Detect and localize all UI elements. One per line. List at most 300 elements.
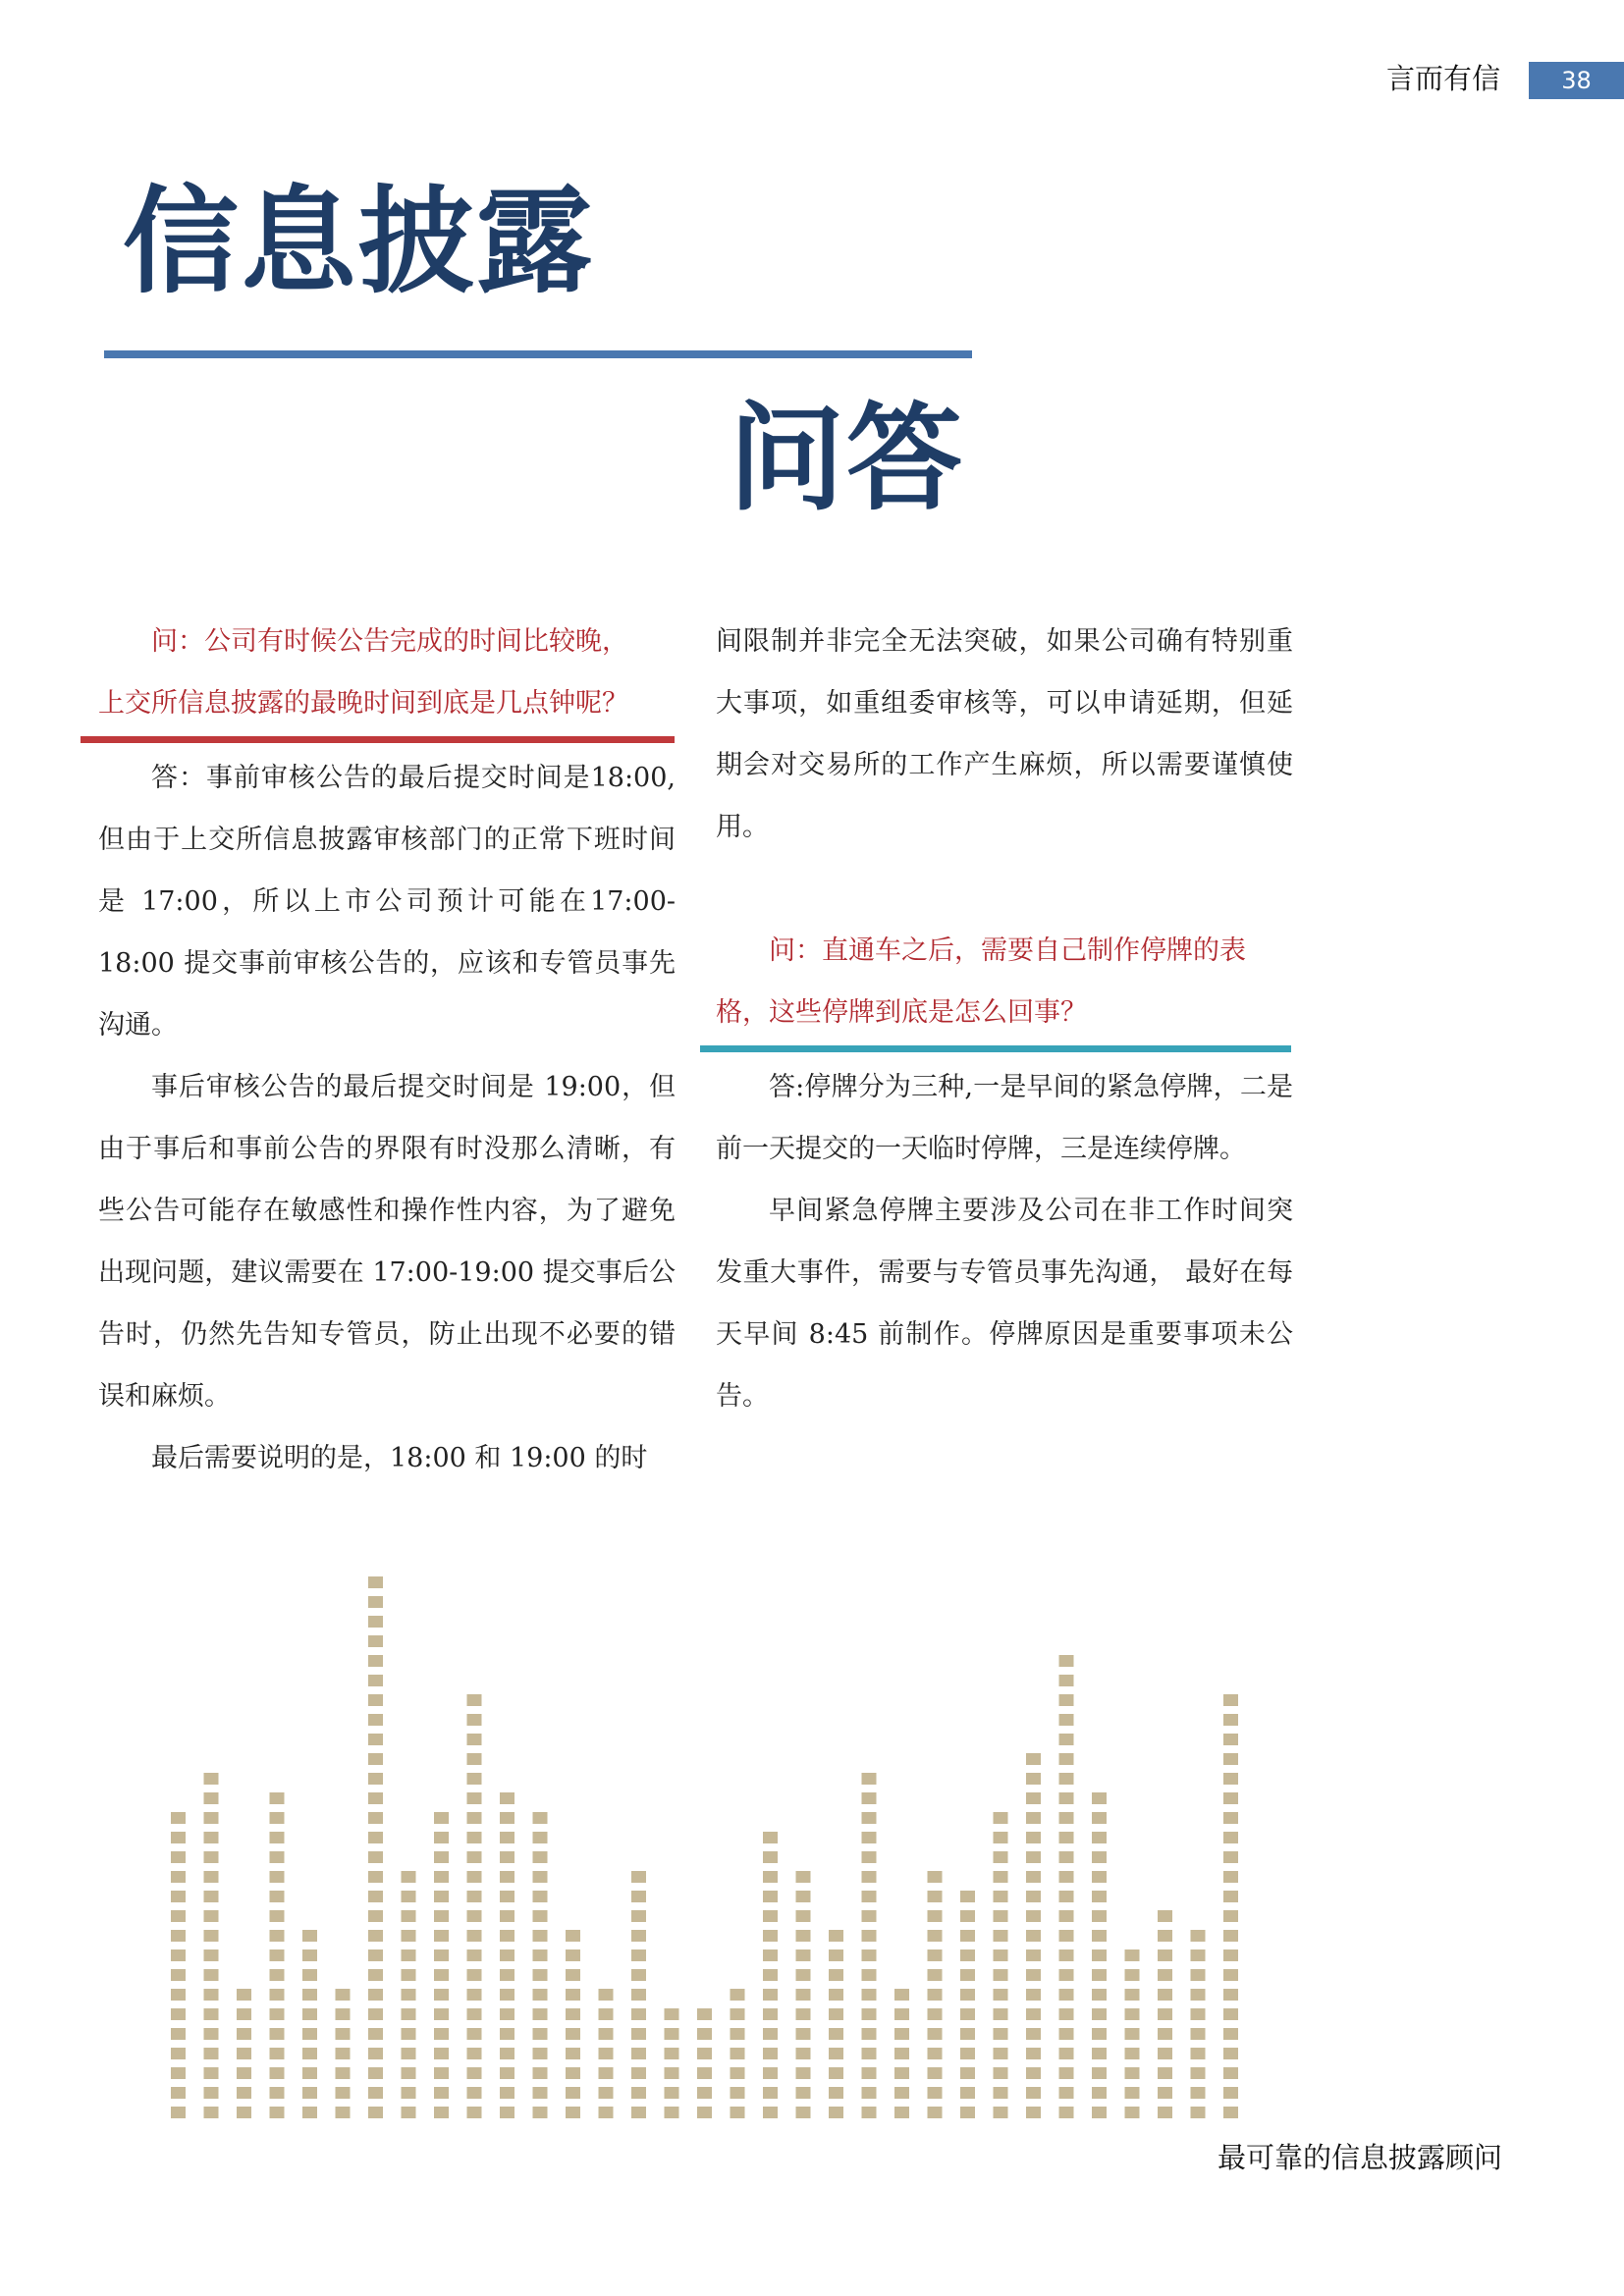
equalizer-block	[1026, 2067, 1041, 2079]
equalizer-block	[533, 1871, 548, 1883]
equalizer-block	[467, 2048, 482, 2059]
equalizer-block	[1059, 1734, 1074, 1745]
equalizer-block	[1223, 1930, 1238, 1942]
equalizer-block	[829, 2107, 843, 2118]
equalizer-block	[1158, 2087, 1172, 2099]
equalizer-block	[302, 1969, 317, 1981]
equalizer-block	[697, 2107, 712, 2118]
question-2-line-1: 问：直通车之后，需要自己制作停牌的表	[769, 935, 1246, 966]
equalizer-block	[533, 2028, 548, 2040]
equalizer-block	[1223, 2107, 1238, 2118]
equalizer-block	[862, 1891, 877, 1902]
equalizer-bar	[1158, 1910, 1172, 2118]
equalizer-block	[533, 2067, 548, 2079]
equalizer-block	[434, 1989, 449, 2001]
equalizer-block	[368, 1832, 383, 1843]
equalizer-block	[1125, 1969, 1140, 1981]
equalizer-block	[1223, 2008, 1238, 2020]
equalizer-block	[500, 1989, 514, 2001]
equalizer-block	[829, 1969, 843, 1981]
equalizer-block	[566, 1930, 580, 1942]
equalizer-bar	[302, 1930, 317, 2118]
equalizer-block	[204, 1871, 219, 1883]
equalizer-block	[566, 2087, 580, 2099]
equalizer-block	[928, 1910, 943, 1922]
equalizer-block	[960, 1930, 975, 1942]
equalizer-block	[665, 2087, 679, 2099]
equalizer-block	[763, 2048, 778, 2059]
equalizer-block	[368, 2067, 383, 2079]
equalizer-block	[1059, 1753, 1074, 1765]
equalizer-block	[994, 2107, 1008, 2118]
equalizer-block	[270, 1969, 285, 1981]
equalizer-block	[862, 2008, 877, 2020]
equalizer-block	[862, 1773, 877, 1785]
equalizer-block	[1092, 1969, 1107, 1981]
equalizer-block	[336, 2087, 351, 2099]
equalizer-block	[434, 2107, 449, 2118]
equalizer-block	[697, 2067, 712, 2079]
equalizer-block	[204, 1930, 219, 1942]
equalizer-bar	[928, 1871, 943, 2118]
equalizer-block	[928, 2087, 943, 2099]
equalizer-block	[894, 2008, 909, 2020]
equalizer-bar	[763, 1832, 778, 2118]
equalizer-bar	[1223, 1694, 1238, 2118]
equalizer-block	[829, 2028, 843, 2040]
equalizer-bar	[894, 1989, 909, 2118]
equalizer-block	[1191, 1969, 1206, 1981]
equalizer-block	[467, 1910, 482, 1922]
equalizer-block	[960, 2008, 975, 2020]
equalizer-block	[1223, 1734, 1238, 1745]
equalizer-block	[994, 2028, 1008, 2040]
equalizer-block	[204, 2008, 219, 2020]
equalizer-block	[270, 2008, 285, 2020]
equalizer-block	[500, 1832, 514, 1843]
equalizer-block	[631, 2107, 646, 2118]
equalizer-block	[894, 1989, 909, 2001]
equalizer-block	[467, 1969, 482, 1981]
equalizer-block	[994, 1871, 1008, 1883]
equalizer-block	[599, 2048, 614, 2059]
equalizer-block	[862, 1989, 877, 2001]
equalizer-block	[862, 1832, 877, 1843]
equalizer-block	[994, 1949, 1008, 1961]
equalizer-block	[467, 1891, 482, 1902]
equalizer-block	[402, 2008, 416, 2020]
question-2-line-2: 格，这些停牌到底是怎么回事？	[716, 997, 1087, 1028]
equalizer-block	[960, 2067, 975, 2079]
equalizer-block	[763, 1949, 778, 1961]
equalizer-block	[434, 1969, 449, 1981]
equalizer-block	[500, 2048, 514, 2059]
equalizer-block	[1191, 2067, 1206, 2079]
equalizer-block	[368, 1969, 383, 1981]
equalizer-bar	[171, 1812, 186, 2118]
equalizer-block	[368, 1949, 383, 1961]
equalizer-block	[631, 2087, 646, 2099]
equalizer-block	[204, 1851, 219, 1863]
equalizer-block	[500, 1969, 514, 1981]
equalizer-bar	[270, 1792, 285, 2118]
equalizer-block	[402, 2087, 416, 2099]
equalizer-block	[368, 1773, 383, 1785]
equalizer-block	[928, 2028, 943, 2040]
equalizer-block	[1026, 1871, 1041, 1883]
equalizer-block	[862, 1851, 877, 1863]
equalizer-block	[1026, 1832, 1041, 1843]
equalizer-block	[533, 2008, 548, 2020]
equalizer-block	[829, 1949, 843, 1961]
equalizer-block	[467, 2028, 482, 2040]
equalizer-block	[862, 1949, 877, 1961]
equalizer-bar	[336, 1989, 351, 2118]
equalizer-block	[1092, 1891, 1107, 1902]
equalizer-block	[631, 1969, 646, 1981]
equalizer-block	[270, 2028, 285, 2040]
equalizer-block	[500, 1792, 514, 1804]
equalizer-block	[994, 1812, 1008, 1824]
equalizer-block	[368, 1753, 383, 1765]
equalizer-block	[599, 2107, 614, 2118]
equalizer-block	[1223, 2048, 1238, 2059]
equalizer-block	[237, 2087, 251, 2099]
equalizer-block	[763, 1930, 778, 1942]
equalizer-block	[434, 2008, 449, 2020]
equalizer-block	[270, 1949, 285, 1961]
equalizer-block	[665, 2048, 679, 2059]
equalizer-block	[1125, 1989, 1140, 2001]
equalizer-block	[1191, 2087, 1206, 2099]
equalizer-block	[1059, 1655, 1074, 1667]
equalizer-block	[270, 2087, 285, 2099]
equalizer-block	[171, 1871, 186, 1883]
equalizer-bar	[1059, 1655, 1074, 2118]
equalizer-bar	[599, 1989, 614, 2118]
equalizer-block	[434, 2067, 449, 2079]
equalizer-block	[302, 1949, 317, 1961]
equalizer-block	[631, 2048, 646, 2059]
equalizer-block	[1059, 2087, 1074, 2099]
equalizer-block	[1026, 1753, 1041, 1765]
equalizer-block	[270, 2107, 285, 2118]
equalizer-block	[204, 1792, 219, 1804]
equalizer-block	[434, 2048, 449, 2059]
equalizer-bar	[368, 1576, 383, 2118]
equalizer-block	[171, 1832, 186, 1843]
equalizer-block	[566, 1989, 580, 2001]
equalizer-block	[1026, 1949, 1041, 1961]
equalizer-block	[171, 1851, 186, 1863]
equalizer-block	[467, 2087, 482, 2099]
equalizer-block	[500, 2008, 514, 2020]
equalizer-block	[336, 2107, 351, 2118]
equalizer-block	[402, 2107, 416, 2118]
equalizer-block	[368, 2008, 383, 2020]
equalizer-block	[204, 1969, 219, 1981]
equalizer-block	[894, 2028, 909, 2040]
equalizer-block	[336, 2048, 351, 2059]
equalizer-block	[1092, 2067, 1107, 2079]
equalizer-block	[368, 1714, 383, 1726]
equalizer-block	[1092, 1989, 1107, 2001]
equalizer-block	[467, 1989, 482, 2001]
equalizer-block	[1223, 1871, 1238, 1883]
equalizer-block	[928, 2107, 943, 2118]
equalizer-block	[500, 2107, 514, 2118]
equalizer-block	[796, 2087, 811, 2099]
equalizer-block	[368, 2048, 383, 2059]
equalizer-block	[270, 1792, 285, 1804]
equalizer-block	[796, 1989, 811, 2001]
equalizer-block	[994, 2048, 1008, 2059]
equalizer-block	[631, 2008, 646, 2020]
equalizer-block	[1158, 1989, 1172, 2001]
equalizer-block	[1059, 2008, 1074, 2020]
equalizer-block	[1223, 1792, 1238, 1804]
equalizer-block	[402, 1989, 416, 2001]
equalizer-block	[1223, 1910, 1238, 1922]
equalizer-block	[665, 2067, 679, 2079]
equalizer-block	[270, 1910, 285, 1922]
equalizer-block	[500, 1930, 514, 1942]
equalizer-bar	[994, 1812, 1008, 2118]
equalizer-block	[467, 1851, 482, 1863]
equalizer-block	[829, 2008, 843, 2020]
equalizer-block	[204, 1949, 219, 1961]
equalizer-block	[171, 2008, 186, 2020]
equalizer-block	[402, 2028, 416, 2040]
equalizer-block	[599, 1989, 614, 2001]
equalizer-block	[467, 1792, 482, 1804]
equalizer-block	[665, 2008, 679, 2020]
equalizer-block	[862, 1812, 877, 1824]
equalizer-block	[368, 2107, 383, 2118]
equalizer-bar	[1125, 1949, 1140, 2118]
equalizer-block	[1191, 2107, 1206, 2118]
equalizer-block	[171, 2067, 186, 2079]
equalizer-block	[533, 1851, 548, 1863]
equalizer-block	[467, 1773, 482, 1785]
equalizer-block	[368, 1871, 383, 1883]
equalizer-block	[994, 1891, 1008, 1902]
equalizer-block	[1026, 1773, 1041, 1785]
equalizer-block	[1223, 1949, 1238, 1961]
equalizer-block	[1059, 2067, 1074, 2079]
equalizer-block	[1158, 2008, 1172, 2020]
equalizer-block	[862, 2048, 877, 2059]
equalizer-bar	[204, 1773, 219, 2118]
equalizer-block	[566, 2067, 580, 2079]
equalizer-block	[1026, 1812, 1041, 1824]
equalizer-block	[467, 2107, 482, 2118]
equalizer-bar	[631, 1871, 646, 2118]
equalizer-block	[1191, 2008, 1206, 2020]
equalizer-block	[1092, 2008, 1107, 2020]
equalizer-block	[1223, 2067, 1238, 2079]
equalizer-block	[566, 2008, 580, 2020]
equalizer-block	[1191, 1949, 1206, 1961]
equalizer-block	[894, 2087, 909, 2099]
equalizer-block	[204, 1910, 219, 1922]
equalizer-block	[467, 1734, 482, 1745]
equalizer-block	[204, 2107, 219, 2118]
equalizer-block	[368, 2087, 383, 2099]
equalizer-block	[302, 2008, 317, 2020]
equalizer-block	[237, 2067, 251, 2079]
equalizer-block	[862, 1871, 877, 1883]
equalizer-block	[1026, 1989, 1041, 2001]
equalizer-block	[302, 2048, 317, 2059]
equalizer-block	[533, 1812, 548, 1824]
equalizer-block	[731, 1989, 745, 2001]
equalizer-block	[402, 2067, 416, 2079]
equalizer-block	[434, 1871, 449, 1883]
equalizer-block	[1125, 2008, 1140, 2020]
equalizer-block	[368, 1576, 383, 1588]
equalizer-block	[796, 1930, 811, 1942]
equalizer-block	[631, 1989, 646, 2001]
equalizer-block	[500, 1812, 514, 1824]
equalizer-block	[237, 2028, 251, 2040]
equalizer-block	[270, 1832, 285, 1843]
equalizer-block	[1059, 1675, 1074, 1686]
equalizer-block	[1059, 1871, 1074, 1883]
equalizer-block	[171, 1969, 186, 1981]
answer-1-paragraph-2: 事后审核公告的最后提交时间是 19:00，但由于事后和事前公告的界限有时没那么清晰，有些公告可能存在敏感性和操作性内容，为了避免出现问题，建议需要在 17:00-19:00 提交事后公告时，仍然先告知专管员，防止出现不必要的错误和麻烦。	[98, 1072, 676, 1412]
equalizer-block	[994, 1989, 1008, 2001]
equalizer-block	[402, 1949, 416, 1961]
equalizer-block	[302, 2087, 317, 2099]
equalizer-block	[402, 1930, 416, 1942]
equalizer-block	[1158, 2067, 1172, 2079]
equalizer-block	[1059, 1930, 1074, 1942]
equalizer-block	[1026, 2028, 1041, 2040]
equalizer-block	[960, 2087, 975, 2099]
equalizer-block	[204, 1891, 219, 1902]
equalizer-block	[368, 2028, 383, 2040]
equalizer-block	[467, 1694, 482, 1706]
equalizer-block	[368, 1910, 383, 1922]
equalizer-block	[731, 2008, 745, 2020]
equalizer-block	[302, 1989, 317, 2001]
equalizer-block	[1092, 1930, 1107, 1942]
equalizer-block	[1092, 1871, 1107, 1883]
equalizer-block	[928, 2067, 943, 2079]
equalizer-block	[1092, 2107, 1107, 2118]
answer-1-continuation: 间限制并非完全无法突破，如果公司确有特别重大事项，如重组委审核等，可以申请延期，但延期会对交易所的工作产生麻烦，所以需要谨慎使用。	[716, 626, 1293, 842]
equalizer-block	[1158, 2048, 1172, 2059]
equalizer-block	[368, 1596, 383, 1608]
equalizer-block	[368, 1616, 383, 1628]
equalizer-block	[566, 2028, 580, 2040]
equalizer-block	[1223, 1969, 1238, 1981]
equalizer-block	[763, 2028, 778, 2040]
equalizer-block	[270, 1989, 285, 2001]
equalizer-block	[171, 2107, 186, 2118]
equalizer-block	[994, 2087, 1008, 2099]
equalizer-block	[994, 1930, 1008, 1942]
equalizer-block	[171, 1930, 186, 1942]
equalizer-block	[1158, 1969, 1172, 1981]
equalizer-block	[171, 2048, 186, 2059]
equalizer-block	[500, 2067, 514, 2079]
equalizer-block	[500, 1891, 514, 1902]
equalizer-block	[994, 1832, 1008, 1843]
equalizer-block	[763, 1989, 778, 2001]
equalizer-block	[434, 2087, 449, 2099]
equalizer-block	[994, 2008, 1008, 2020]
equalizer-block	[171, 2087, 186, 2099]
equalizer-block	[1059, 1832, 1074, 1843]
equalizer-block	[533, 2107, 548, 2118]
equalizer-block	[1223, 1753, 1238, 1765]
equalizer-block	[302, 2107, 317, 2118]
equalizer-bar	[533, 1812, 548, 2118]
equalizer-block	[697, 2028, 712, 2040]
equalizer-block	[500, 1851, 514, 1863]
equalizer-block	[1191, 1930, 1206, 1942]
equalizer-block	[960, 1910, 975, 1922]
equalizer-block	[1059, 1773, 1074, 1785]
equalizer-block	[960, 2048, 975, 2059]
equalizer-block	[796, 2028, 811, 2040]
equalizer-block	[599, 2087, 614, 2099]
page-number-badge: 38	[1529, 62, 1624, 99]
equalizer-block	[829, 1989, 843, 2001]
equalizer-block	[467, 1714, 482, 1726]
equalizer-block	[631, 1949, 646, 1961]
equalizer-block	[1223, 1694, 1238, 1706]
equalizer-block	[533, 1891, 548, 1902]
equalizer-block	[1059, 1949, 1074, 1961]
equalizer-block	[1026, 1851, 1041, 1863]
equalizer-block	[368, 1891, 383, 1902]
equalizer-block	[434, 2028, 449, 2040]
equalizer-block	[171, 2028, 186, 2040]
equalizer-block	[796, 1871, 811, 1883]
equalizer-block	[434, 1891, 449, 1902]
equalizer-block	[566, 2107, 580, 2118]
equalizer-block	[763, 2067, 778, 2079]
equalizer-block	[566, 1969, 580, 1981]
equalizer-block	[368, 1655, 383, 1667]
equalizer-block	[1026, 1910, 1041, 1922]
equalizer-block	[1223, 1714, 1238, 1726]
equalizer-block	[960, 1989, 975, 2001]
equalizer-block	[533, 1910, 548, 1922]
equalizer-block	[204, 2087, 219, 2099]
equalizer-block	[1125, 2087, 1140, 2099]
equalizer-block	[566, 1949, 580, 1961]
equalizer-block	[171, 1812, 186, 1824]
equalizer-block	[1059, 1910, 1074, 1922]
equalizer-block	[1026, 2008, 1041, 2020]
question-1-line-2: 上交所信息披露的最晚时间到底是几点钟呢？	[98, 688, 628, 719]
equalizer-block	[1223, 2028, 1238, 2040]
equalizer-block	[665, 2107, 679, 2118]
equalizer-block	[994, 1851, 1008, 1863]
equalizer-block	[368, 1675, 383, 1686]
equalizer-block	[960, 1949, 975, 1961]
answer-1-paragraph-3: 最后需要说明的是，18:00 和 19:00 的时	[151, 1443, 648, 1473]
equalizer-block	[336, 2008, 351, 2020]
equalizer-block	[829, 2048, 843, 2059]
equalizer-block	[928, 2048, 943, 2059]
equalizer-block	[829, 2087, 843, 2099]
equalizer-block	[270, 1812, 285, 1824]
